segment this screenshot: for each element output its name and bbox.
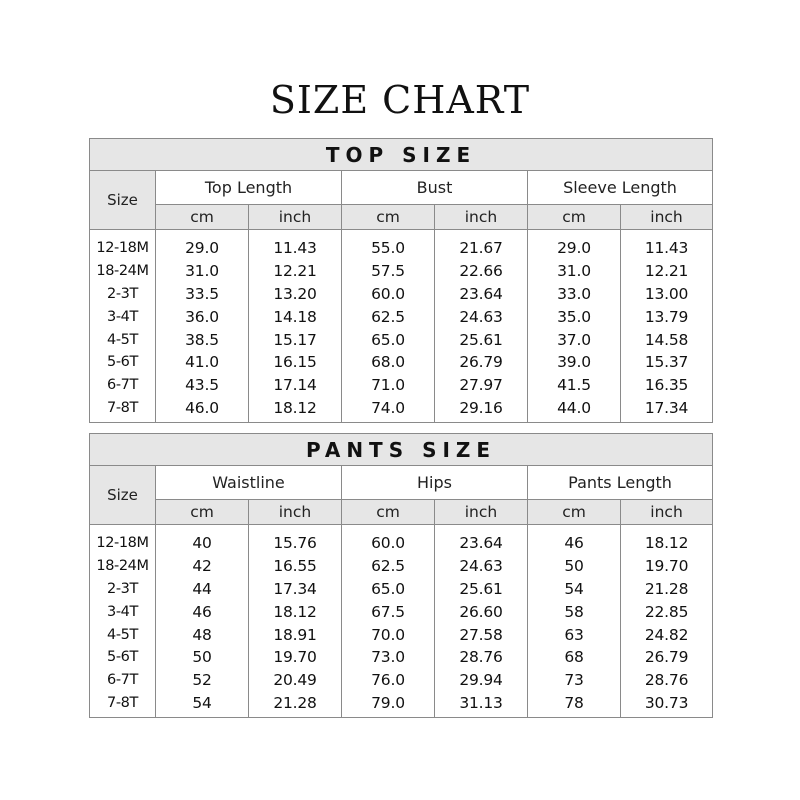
size-cell: 5-6T [90, 646, 156, 669]
measurement-cell: 73 [528, 669, 621, 692]
size-cell: 18-24M [90, 259, 156, 282]
size-cell: 7-8T [90, 397, 156, 423]
table-row [90, 305, 713, 328]
measurement-cell: 38.5 [156, 328, 249, 351]
size-header: Size [90, 171, 156, 230]
measurement-cell: 16.15 [249, 351, 342, 374]
measurement-cell: 24.63 [435, 554, 528, 577]
table-row [90, 669, 713, 692]
unit-header: cm [528, 500, 621, 525]
measurement-cell: 23.64 [435, 525, 528, 555]
measurement-cell: 31.13 [435, 692, 528, 718]
measurement-cell: 78 [528, 692, 621, 718]
section-title: PANTS SIZE [90, 434, 713, 466]
size-cell: 12-18M [90, 525, 156, 555]
size-cell: 2-3T [90, 282, 156, 305]
top-size-table [89, 138, 713, 423]
measurement-cell: 43.5 [156, 374, 249, 397]
measurement-cell: 62.5 [342, 305, 435, 328]
measurement-cell: 76.0 [342, 669, 435, 692]
group-header: Pants Length [528, 466, 713, 500]
measurement-cell: 37.0 [528, 328, 621, 351]
table-row [90, 525, 713, 555]
measurement-cell: 46 [528, 525, 621, 555]
measurement-cell: 17.34 [621, 397, 713, 423]
size-cell: 6-7T [90, 669, 156, 692]
table-row [90, 577, 713, 600]
measurement-cell: 62.5 [342, 554, 435, 577]
table-row [90, 282, 713, 305]
table-row [90, 259, 713, 282]
measurement-cell: 26.79 [621, 646, 713, 669]
measurement-cell: 63 [528, 623, 621, 646]
measurement-cell: 17.14 [249, 374, 342, 397]
measurement-cell: 24.82 [621, 623, 713, 646]
size-header: Size [90, 466, 156, 525]
measurement-cell: 18.12 [249, 600, 342, 623]
group-header: Sleeve Length [528, 171, 713, 205]
measurement-cell: 67.5 [342, 600, 435, 623]
measurement-cell: 28.76 [621, 669, 713, 692]
measurement-cell: 44 [156, 577, 249, 600]
measurement-cell: 16.35 [621, 374, 713, 397]
unit-header: inch [621, 205, 713, 230]
measurement-cell: 27.97 [435, 374, 528, 397]
measurement-cell: 16.55 [249, 554, 342, 577]
measurement-cell: 74.0 [342, 397, 435, 423]
measurement-cell: 54 [156, 692, 249, 718]
measurement-cell: 46.0 [156, 397, 249, 423]
measurement-cell: 15.37 [621, 351, 713, 374]
size-cell: 6-7T [90, 374, 156, 397]
unit-header: inch [621, 500, 713, 525]
table-row [90, 230, 713, 260]
size-cell: 5-6T [90, 351, 156, 374]
measurement-cell: 28.76 [435, 646, 528, 669]
measurement-cell: 36.0 [156, 305, 249, 328]
measurement-cell: 11.43 [621, 230, 713, 260]
measurement-cell: 50 [156, 646, 249, 669]
measurement-cell: 33.5 [156, 282, 249, 305]
table-row [90, 600, 713, 623]
group-header: Bust [342, 171, 528, 205]
measurement-cell: 31.0 [528, 259, 621, 282]
measurement-cell: 52 [156, 669, 249, 692]
measurement-cell: 42 [156, 554, 249, 577]
pants-size-table [89, 433, 713, 718]
size-cell: 3-4T [90, 600, 156, 623]
section-title: TOP SIZE [90, 139, 713, 171]
table-row [90, 554, 713, 577]
measurement-cell: 31.0 [156, 259, 249, 282]
size-cell: 4-5T [90, 623, 156, 646]
measurement-cell: 27.58 [435, 623, 528, 646]
unit-header: cm [342, 205, 435, 230]
measurement-cell: 19.70 [621, 554, 713, 577]
measurement-cell: 41.0 [156, 351, 249, 374]
measurement-cell: 20.49 [249, 669, 342, 692]
measurement-cell: 55.0 [342, 230, 435, 260]
measurement-cell: 30.73 [621, 692, 713, 718]
measurement-cell: 26.60 [435, 600, 528, 623]
table-row [90, 623, 713, 646]
measurement-cell: 13.00 [621, 282, 713, 305]
measurement-cell: 70.0 [342, 623, 435, 646]
measurement-cell: 15.17 [249, 328, 342, 351]
measurement-cell: 68.0 [342, 351, 435, 374]
measurement-cell: 29.16 [435, 397, 528, 423]
measurement-cell: 60.0 [342, 282, 435, 305]
measurement-cell: 44.0 [528, 397, 621, 423]
measurement-cell: 40 [156, 525, 249, 555]
size-cell: 12-18M [90, 230, 156, 260]
measurement-cell: 29.0 [156, 230, 249, 260]
table-row [90, 351, 713, 374]
measurement-cell: 13.79 [621, 305, 713, 328]
measurement-cell: 29.0 [528, 230, 621, 260]
measurement-cell: 14.18 [249, 305, 342, 328]
measurement-cell: 79.0 [342, 692, 435, 718]
table-row [90, 397, 713, 423]
unit-header: cm [528, 205, 621, 230]
group-header: Top Length [156, 171, 342, 205]
size-cell: 7-8T [90, 692, 156, 718]
measurement-cell: 26.79 [435, 351, 528, 374]
measurement-cell: 60.0 [342, 525, 435, 555]
unit-header: inch [435, 205, 528, 230]
size-cell: 4-5T [90, 328, 156, 351]
measurement-cell: 18.12 [249, 397, 342, 423]
table-row [90, 374, 713, 397]
measurement-cell: 41.5 [528, 374, 621, 397]
measurement-cell: 71.0 [342, 374, 435, 397]
measurement-cell: 57.5 [342, 259, 435, 282]
table-row [90, 646, 713, 669]
measurement-cell: 68 [528, 646, 621, 669]
page-title: SIZE CHART [269, 78, 531, 122]
measurement-cell: 11.43 [249, 230, 342, 260]
measurement-cell: 14.58 [621, 328, 713, 351]
measurement-cell: 73.0 [342, 646, 435, 669]
measurement-cell: 65.0 [342, 328, 435, 351]
measurement-cell: 22.66 [435, 259, 528, 282]
unit-header: inch [435, 500, 528, 525]
measurement-cell: 39.0 [528, 351, 621, 374]
measurement-cell: 54 [528, 577, 621, 600]
unit-header: inch [249, 205, 342, 230]
measurement-cell: 25.61 [435, 577, 528, 600]
table-row [90, 692, 713, 718]
measurement-cell: 21.28 [621, 577, 713, 600]
group-header: Hips [342, 466, 528, 500]
unit-header: cm [342, 500, 435, 525]
unit-header: cm [156, 500, 249, 525]
measurement-cell: 46 [156, 600, 249, 623]
measurement-cell: 18.91 [249, 623, 342, 646]
measurement-cell: 17.34 [249, 577, 342, 600]
measurement-cell: 22.85 [621, 600, 713, 623]
measurement-cell: 48 [156, 623, 249, 646]
measurement-cell: 29.94 [435, 669, 528, 692]
measurement-cell: 19.70 [249, 646, 342, 669]
measurement-cell: 21.28 [249, 692, 342, 718]
measurement-cell: 33.0 [528, 282, 621, 305]
measurement-cell: 35.0 [528, 305, 621, 328]
measurement-cell: 24.63 [435, 305, 528, 328]
size-cell: 3-4T [90, 305, 156, 328]
size-cell: 18-24M [90, 554, 156, 577]
measurement-cell: 18.12 [621, 525, 713, 555]
measurement-cell: 50 [528, 554, 621, 577]
measurement-cell: 12.21 [249, 259, 342, 282]
measurement-cell: 65.0 [342, 577, 435, 600]
group-header: Waistline [156, 466, 342, 500]
measurement-cell: 25.61 [435, 328, 528, 351]
measurement-cell: 13.20 [249, 282, 342, 305]
table-row [90, 328, 713, 351]
measurement-cell: 23.64 [435, 282, 528, 305]
measurement-cell: 21.67 [435, 230, 528, 260]
unit-header: cm [156, 205, 249, 230]
measurement-cell: 15.76 [249, 525, 342, 555]
measurement-cell: 12.21 [621, 259, 713, 282]
measurement-cell: 58 [528, 600, 621, 623]
unit-header: inch [249, 500, 342, 525]
size-cell: 2-3T [90, 577, 156, 600]
